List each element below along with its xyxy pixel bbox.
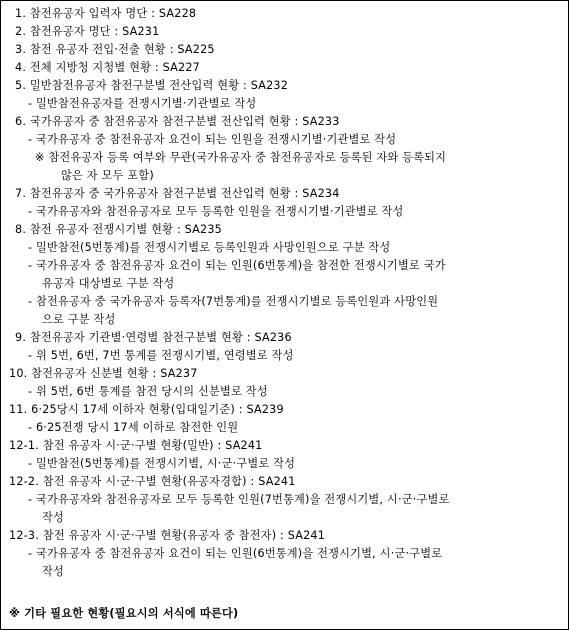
document-line: 작성 bbox=[42, 511, 65, 524]
document-line: 않은 자 모두 포함) bbox=[61, 169, 154, 182]
document-line: 으로 구분 작성 bbox=[42, 313, 116, 326]
document-line: - 위 5번, 6번 통계를 참전 당시의 신분별로 작성 bbox=[28, 385, 268, 398]
document-line: 12-3. 참전 유공자 시·군·구별 현황(유공자 중 참전자) : SA241 bbox=[9, 529, 326, 542]
document-line: ※ 참전유공자 등록 여부와 무관(국가유공자 중 참전유공자로 등록된 자와 등록되지 bbox=[35, 151, 447, 164]
footer-note: ※ 기타 필요한 현황(필요시의 서식에 따른다) bbox=[9, 607, 239, 620]
document-line: - 국가유공자와 참전유공자로 모두 등록한 인원(7번통계)을 전쟁시기별, 시·군·구별로 bbox=[28, 493, 450, 506]
document-line: - 밀반참전유공자를 전쟁시기별·기관별로 작성 bbox=[28, 97, 257, 110]
document-line: 11. 6·25당시 17세 이하자 현황(입대일기준) : SA239 bbox=[9, 403, 284, 416]
document-line: 12-2. 참전 유공자 시·군·구별 현황(유공자경합) : SA241 bbox=[9, 475, 296, 488]
document-line: 9. 참전유공자 기관별·연령별 참전구분별 현황 : SA236 bbox=[15, 331, 292, 344]
document-line: - 국가유공자 중 참전유공자 요건이 되는 인원(6번통계)을 전쟁시기별, 시·군·구별로 bbox=[28, 547, 443, 560]
document-line: 10. 참전유공자 신분별 현황 : SA237 bbox=[9, 367, 198, 380]
document-line: 작성 bbox=[42, 565, 65, 578]
document-line: 5. 밀반참전유공자 참전구분별 전산입력 현황 : SA232 bbox=[15, 79, 289, 92]
document-line: 1. 참전유공자 입력자 명단 : SA228 bbox=[15, 7, 197, 20]
document-line: - 국가유공자 중 참전유공자 요건이 되는 인원을 전쟁시기별·기관별로 작성 bbox=[28, 133, 397, 146]
document-line: - 참전유공자 중 국가유공자 등록자(7번통계)를 전쟁시기별로 등록인원과 사망인원 bbox=[28, 295, 439, 308]
document-line: 7. 참전유공자 중 국가유공자 참전구분별 전산입력 현황 : SA234 bbox=[15, 187, 340, 200]
document-line: - 국가유공자 중 참전유공자 요건이 되는 인원(6번통계)을 참전한 전쟁시기별로 국가 bbox=[28, 259, 446, 272]
document-line: 3. 참전 유공자 전입·전출 현황 : SA225 bbox=[15, 43, 215, 56]
document-line: 6. 국가유공자 중 참전유공자 참전구분별 전산입력 현황 : SA233 bbox=[15, 115, 340, 128]
document-line: 8. 참전 유공자 전쟁시기별 현황 : SA235 bbox=[15, 223, 222, 236]
document-line: - 위 5번, 6번, 7번 통계를 전쟁시기별, 연령별로 작성 bbox=[28, 349, 294, 362]
document-line: 4. 전체 지방청 지청별 현황 : SA227 bbox=[15, 61, 200, 74]
document-line: 2. 참전유공자 명단 : SA231 bbox=[15, 25, 160, 38]
document-line: 유공자 대상별로 구분 작성 bbox=[42, 277, 175, 290]
document-line: - 밀반참전(5번통계)를 전쟁시기별, 시·군·구별로 작성 bbox=[28, 457, 296, 470]
document-line: - 밀반참전(5번통계)를 전쟁시기별로 등록인원과 사망인원으로 구분 작성 bbox=[28, 241, 391, 254]
document-line: - 국가유공자와 참전유공자로 모두 등록한 인원을 전쟁시기별·기관별로 작성 bbox=[28, 205, 404, 218]
document-line: - 6·25전쟁 당시 17세 이하로 참전한 인원 bbox=[28, 421, 239, 434]
document-line: 12-1. 참전 유공자 시·군·구별 현황(밀반) : SA241 bbox=[9, 439, 263, 452]
